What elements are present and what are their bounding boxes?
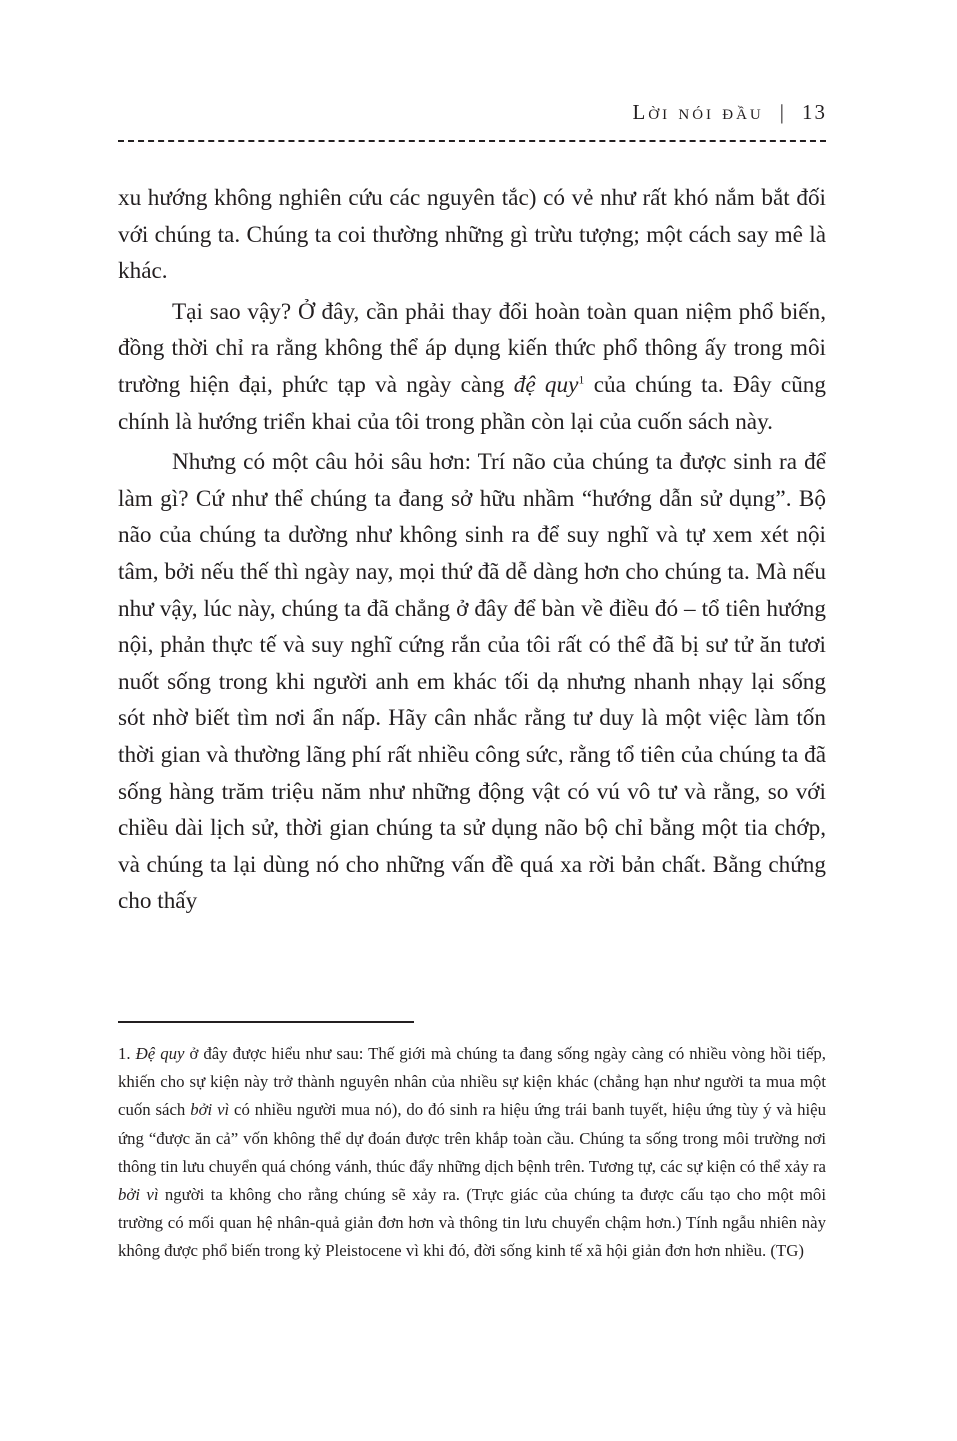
footnote-divider: [118, 1021, 414, 1023]
header-separator: |: [779, 100, 786, 124]
paragraph-2-start: Tại sao vậy? Ở đây, cần phải thay đổi hoàn toàn quan niệm phổ biến, đồng thời chỉ ra rằng không thể áp dụng kiến thức phổ thông ấy trong môi trường hiện đại, phức tạp và ngày càng: [118, 298, 826, 398]
paragraph-2-end: của chúng ta. Đây cũng chính là hướng triển khai của tôi trong phần còn lại của cuốn sách này.: [118, 371, 826, 435]
footnote-reference[interactable]: 1: [578, 372, 585, 387]
paragraph-3: Nhưng có một câu hỏi sâu hơn: Trí não của chúng ta được sinh ra để làm gì? Cứ như thể chúng ta đang sở hữu nhầm “hướng dẫn sử dụng”. Bộ não của chúng ta dường như không sinh ra để suy nghĩ và tự xem xét nội tâm, bởi nếu thế thì ngày nay, mọi thứ đã dễ dàng hơn cho chúng ta. Mà nếu như vậy, lúc này, chúng ta đã chẳng ở đây để bàn về điều đó – tổ tiên hướng nội, phản thực tế và suy nghĩ cứng rắn của tôi rất có thể đã bị sư tử ăn tươi nuốt sống trong khi người anh em khác tối dạ nhưng nhanh nhạy lại sống sót nhờ biết tìm nơi ẩn nấp. Hãy cân nhắc rằng tư duy là một việc làm tốn thời gian và thường lãng phí rất nhiều công sức, rằng tổ tiên của chúng ta đã sống hàng trăm triệu năm như những động vật có vú vô tư và rằng, so với chiều dài lịch sử, thời gian chúng ta sử dụng não bộ chỉ bằng một tia chớp, và chúng ta lại dùng nó cho những vấn đề quá xa rời bản chất. Bằng chứng cho thấy: [118, 449, 826, 915]
footnote-text-1: ở đây được hiểu như sau: Thế giới mà chúng ta đang sống ngày càng có nhiều vòng hồi tiếp, khiến cho sự kiện này trở thành nguyên nhân của nhiều sự kiện khác (chẳng hạn như người ta mua một cuốn sách: [118, 1044, 826, 1120]
footnote-term: Đệ quy: [135, 1044, 185, 1063]
footnote-text-3: người ta không cho rằng chúng sẽ xảy ra. (Trực giác của chúng ta được cấu tạo cho một môi trường có mối quan hệ nhân-quả giản đơn hơn và thông tin lưu chuyển chậm hơn.) Tính ngẫu nhiên này không được phổ biến trong kỷ Pleistocene vì khi đó, đời sống kinh tế xã hội giản đơn hơn nhiều. (TG): [118, 1185, 826, 1261]
footnote-text-2: có nhiều người mua nó), do đó sinh ra hiệu ứng trái banh tuyết, hiệu ứng tùy ý và hiệu ứng “được ăn cả” vốn không thể dự đoán được trên khắp toàn cầu. Chúng ta sống trong môi trường nơi thông tin lưu chuyển quá chóng vánh, thúc đẩy những dịch bệnh trên. Tương tự, các sự kiện có thể xảy ra: [118, 1100, 826, 1176]
recursion-term: đệ quy: [513, 371, 579, 398]
running-head: [632, 100, 827, 125]
footnote-emphasis-1: bởi vì: [190, 1100, 230, 1120]
paragraph-2: [118, 294, 826, 440]
footnote: [118, 1040, 826, 1266]
header-divider: [118, 140, 826, 142]
body-text: [118, 180, 826, 924]
footnote-number: 1.: [118, 1044, 136, 1063]
paragraph-1: xu hướng không nghiên cứu các nguyên tắc) có vẻ như rất khó nắm bắt đối với chúng ta. Chúng ta coi thường những gì trừu tượng; một cách say mê là khác.: [118, 185, 826, 285]
chapter-title: Lời nói đầu: [632, 100, 764, 124]
footnote-emphasis-2: bởi vì: [118, 1185, 159, 1205]
page-number: 13: [802, 100, 827, 124]
